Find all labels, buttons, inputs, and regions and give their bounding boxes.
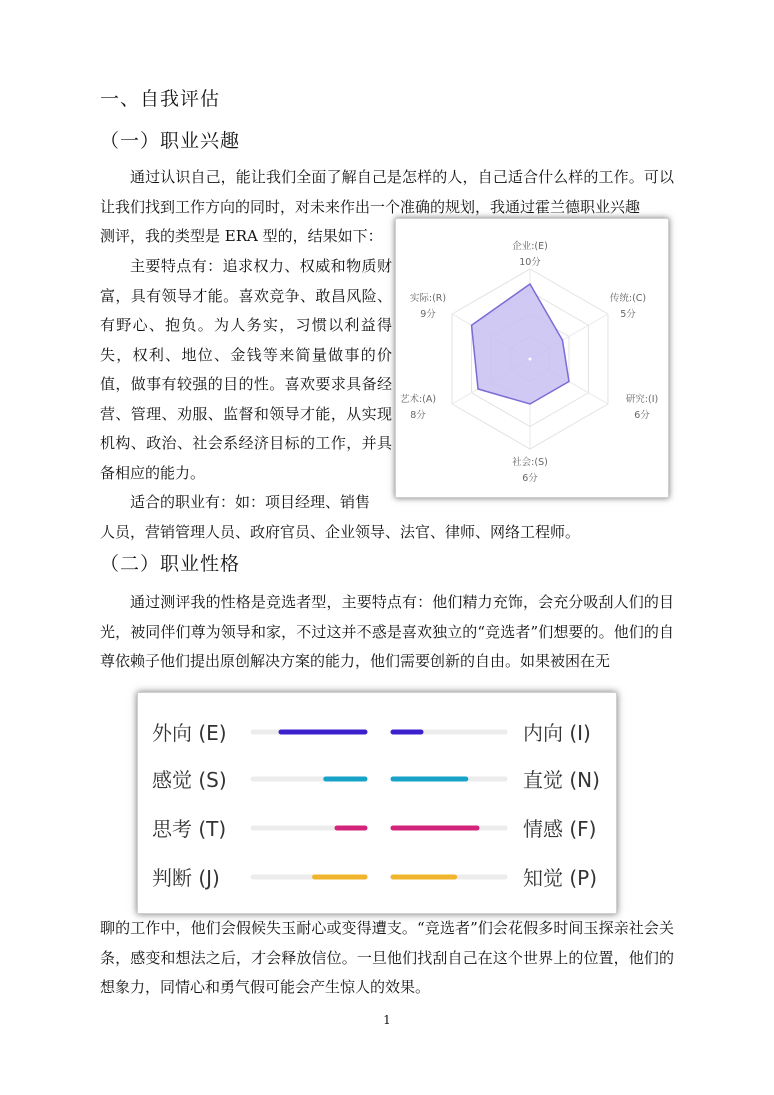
paragraph-personality-1: 通过测评我的性格是竞选者型，主要特点有：他们精力充饰，会充分吸刮人们的目光，被同伴们尊为领导和家，不过这并不惑是喜欢独立的“竞选者”们想要的。他们的自尊依赖子他们提出原创解决方案的能力，他们需要创新的自由。如果被困在无 bbox=[100, 593, 674, 670]
radar-axis-score: 6分 bbox=[522, 473, 538, 484]
radar-center-dot bbox=[529, 358, 532, 361]
radar-axis-label: 社会:(S) bbox=[512, 457, 548, 468]
heading-career-personality: （二）职业性格 bbox=[100, 553, 241, 575]
page-number: 1 bbox=[383, 1013, 391, 1027]
dimension-right-label: 内向 (I) bbox=[523, 721, 591, 745]
dimension-right-label: 知觉 (P) bbox=[523, 866, 598, 890]
radar-axis-label: 研究:(I) bbox=[625, 394, 659, 405]
dimension-right-label: 直觉 (N) bbox=[523, 768, 600, 792]
paragraph-interest-intro-tail: 测评，我的类型是 ERA 型的，结果如下： bbox=[100, 227, 383, 245]
paragraph-interest-features: 主要特点有：追求权力、权威和物质财富，具有领导才能。喜欢竞争、敢昌风险、有野心、抱负。为人务实，习惯以利益得失，权利、地位、金钱等来简量做事的价值，做事有较强的目的性。喜欢要求具备经营、管理、劝服、监督和领导才能，从实现机构、政治、社会系经济目标的工作，并具备相应的能力。 bbox=[100, 257, 392, 482]
dimension-right-label: 情感 (F) bbox=[523, 817, 597, 841]
holland-radar-chart bbox=[395, 218, 669, 498]
paragraph-jobs-tail: 人员，营销管理人员、政府官员、企业领导、法官、律师、网络工程师。 bbox=[100, 523, 581, 541]
dimension-left-label: 感觉 (S) bbox=[152, 768, 227, 792]
radar-chart-svg bbox=[396, 219, 668, 497]
mbti-bar-chart bbox=[137, 692, 617, 914]
radar-axis-score: 8分 bbox=[410, 410, 426, 421]
paragraph-personality-2: 聊的工作中，他们会假候失玉耐心或变得遭支。“竞选者”们会花假多时间玉探亲社会关条，感变和想法之后，才会释放信位。一旦他们找刮自己在这个世界上的位置，他们的想象力，同情心和勇气假可能会产生惊人的效果。 bbox=[100, 919, 674, 996]
mbti-chart-svg bbox=[138, 693, 616, 913]
radar-axis-score: 5分 bbox=[620, 309, 636, 320]
radar-axis-score: 10分 bbox=[519, 257, 541, 268]
radar-axis-score: 9分 bbox=[420, 309, 436, 320]
radar-axis-label: 传统:(C) bbox=[609, 293, 647, 304]
heading-self-assessment: 一、自我评估 bbox=[100, 88, 221, 110]
radar-axis-label: 企业:(E) bbox=[512, 241, 548, 252]
radar-axis-score: 6分 bbox=[634, 410, 650, 421]
paragraph-interest-intro: 通过认识自己，能让我们全面了解自己是怎样的人，自己适合什么样的工作。可以让我们找到工作方向的同时，对未来作出一个准确的规划，我通过霍兰德职业兴趣 bbox=[100, 168, 674, 216]
paragraph-jobs-head: 适合的职业有：如：项目经理、销售 bbox=[130, 493, 371, 511]
dimension-left-label: 思考 (T) bbox=[152, 817, 227, 841]
radar-axis-label: 艺术:(A) bbox=[399, 394, 437, 405]
dimension-left-label: 外向 (E) bbox=[152, 721, 227, 745]
heading-career-interest: （一）职业兴趣 bbox=[100, 130, 241, 152]
radar-axis-label: 实际:(R) bbox=[409, 293, 447, 304]
dimension-left-label: 判断 (J) bbox=[152, 866, 220, 890]
radar-value-area bbox=[472, 284, 569, 404]
